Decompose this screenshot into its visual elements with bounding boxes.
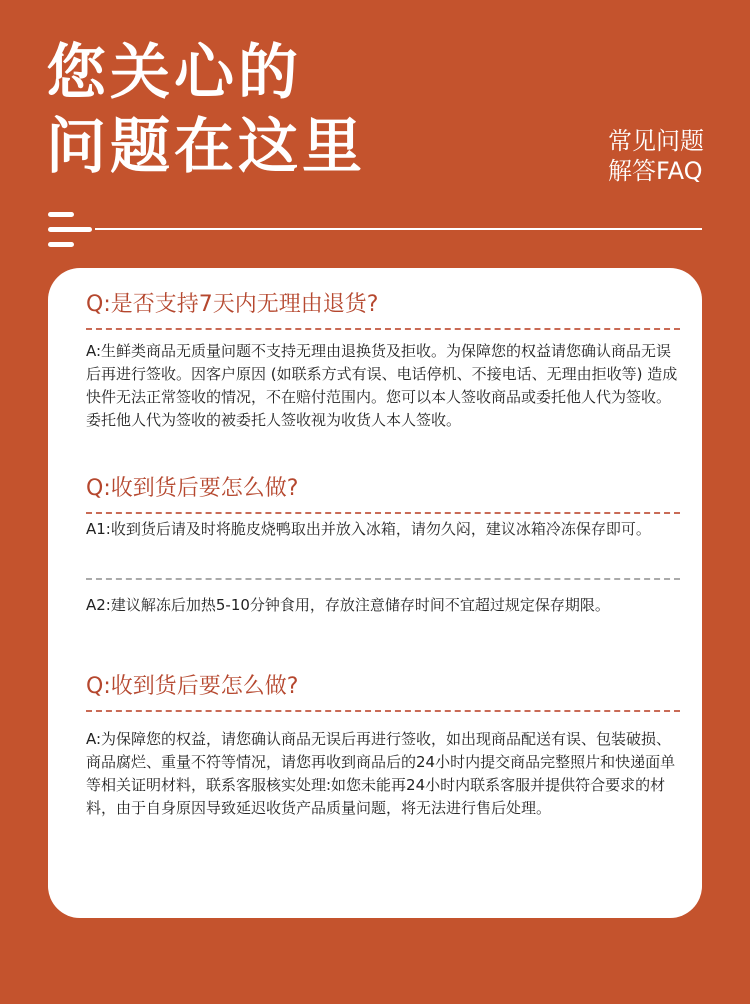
faq-answer-3: A:为保障您的权益，请您确认商品无误后再进行签收，如出现商品配送有误、包装破损、商品腐烂、重量不符等情况，请您再收到商品后的24小时内提交商品完整照片和快递面单等相关证明材料，联系客服核实处理:如您未能再24小时内联系客服并提供符合要求的材料，由于自身原因导致延迟收货产品质量问题，将无法进行售后处理。	[86, 730, 676, 817]
header-divider	[95, 228, 702, 230]
faq-tag	[608, 126, 704, 186]
answer-separator	[86, 578, 680, 580]
page-headline	[46, 36, 366, 184]
faq-tag-line-2: 解答FAQ	[608, 157, 703, 185]
faq-answer-2b: A2:建议解冻后加热5-10分钟食用，存放注意储存时间不宜超过规定保存期限。	[86, 596, 610, 614]
headline-line-2: 问题在这里	[46, 112, 366, 182]
faq-tag-line-1: 常见问题	[608, 127, 704, 155]
faq-question-1: Q:是否支持7天内无理由退货?	[86, 290, 680, 330]
faq-card	[48, 268, 702, 918]
menu-lines-icon	[48, 212, 92, 248]
faq-answer-1: A:生鲜类商品无质量问题不支持无理由退换货及拒收。为保障您的权益请您确认商品无误后再进行签收。因客户原因 (如联系方式有误、电话停机、不接电话、无理由拒收等) 造成快件无法正常签收的情况，不在赔付范围内。您可以本人签收商品或委托他人代为签收。委托他人代为签收的被委托人签收视为收货人本人签收。	[86, 342, 678, 429]
headline-line-1: 您关心的	[46, 38, 302, 108]
faq-answer-2a: A1:收到货后请及时将脆皮烧鸭取出并放入冰箱，请勿久闷，建议冰箱冷冻保存即可。	[86, 520, 651, 538]
faq-question-3: Q:收到货后要怎么做?	[86, 672, 680, 712]
faq-question-2: Q:收到货后要怎么做?	[86, 474, 680, 514]
